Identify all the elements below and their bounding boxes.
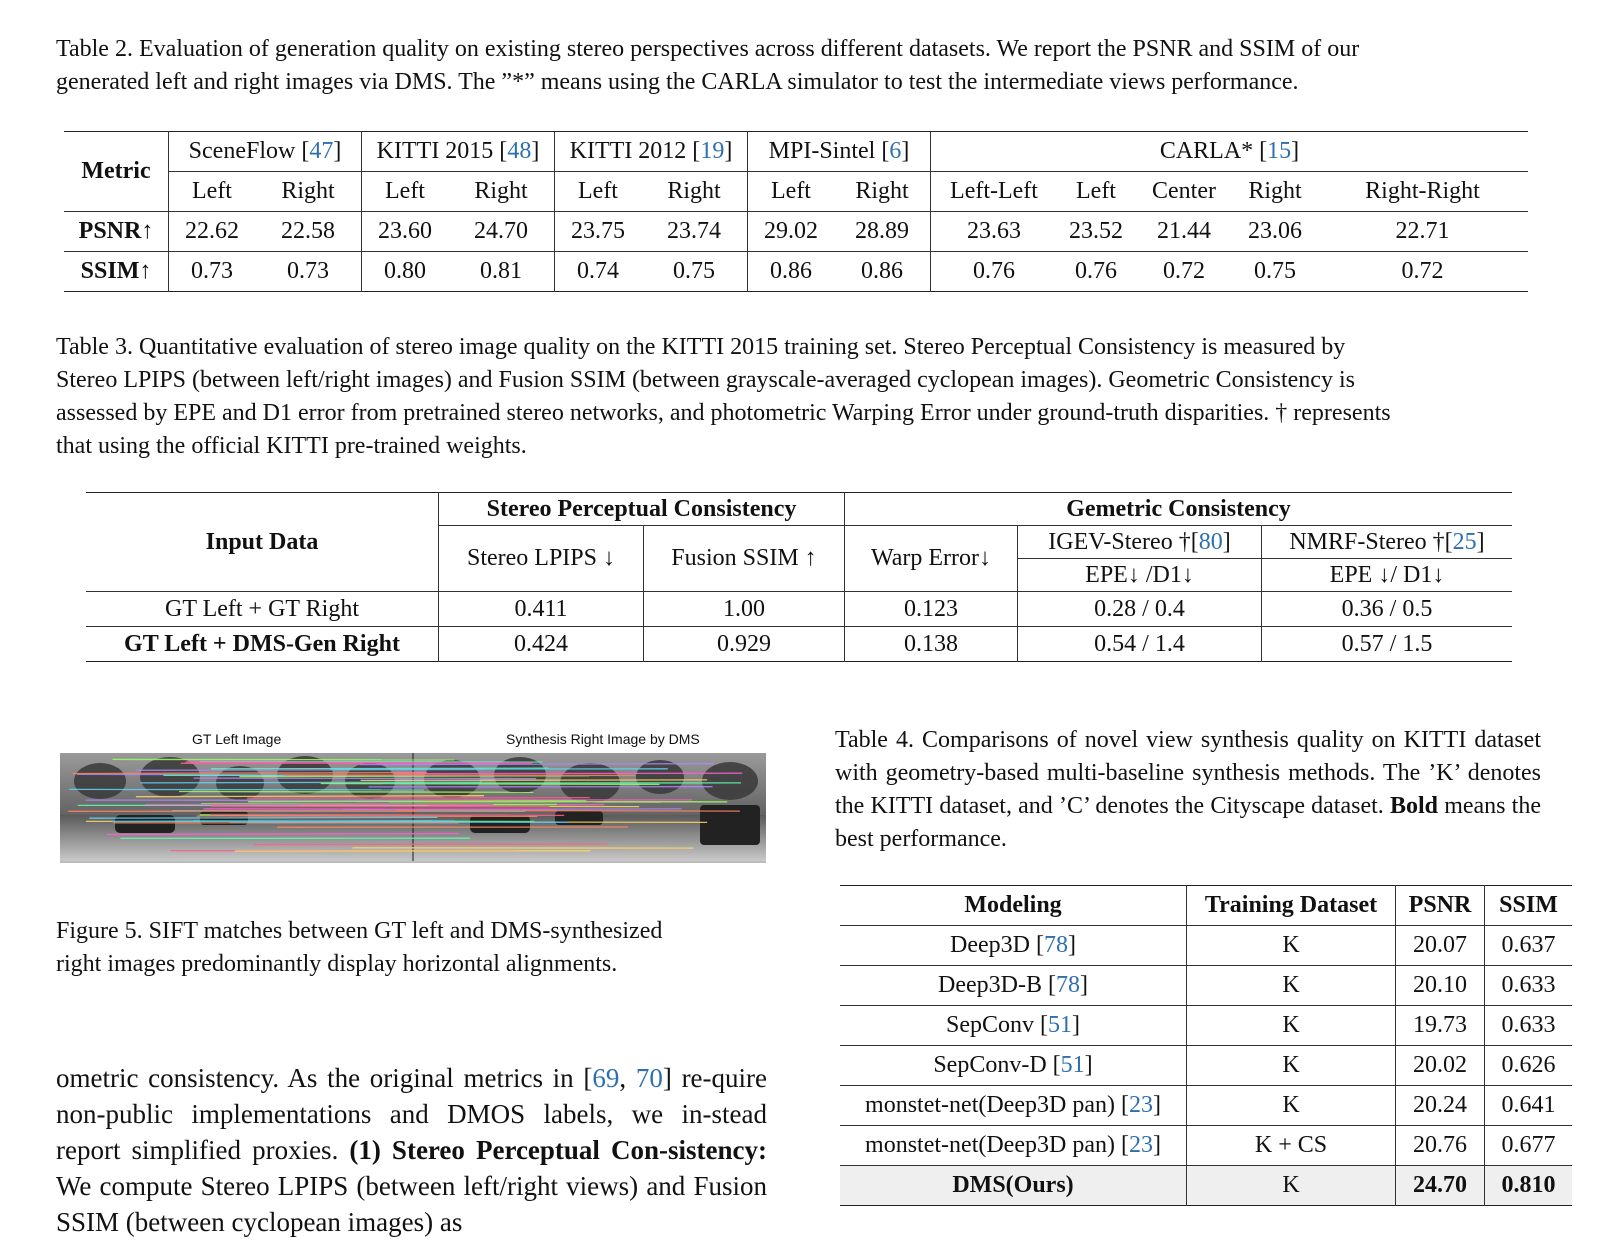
table2-subheader: Left <box>748 172 835 212</box>
table3-cell: 0.28 / 0.4 <box>1018 592 1262 627</box>
table3-col-lpips: Stereo LPIPS ↓ <box>439 526 644 592</box>
table2-row-label: SSIM↑ <box>64 252 169 292</box>
table4-cell: K <box>1187 1166 1396 1206</box>
table-row <box>840 1086 1572 1126</box>
table2-caption-line1: Table 2. Evaluation of generation quality on existing stereo perspectives across different datasets. We report the PSNR and SSIM of our <box>56 36 1359 62</box>
table4-model: Deep3D [78] <box>840 926 1187 966</box>
sift-match-line <box>89 817 437 818</box>
table2-cell: 23.74 <box>641 212 748 252</box>
table2-dataset-header: KITTI 2012 [19] <box>555 132 748 172</box>
sift-match-line <box>284 775 635 776</box>
table4-cell: 24.70 <box>1396 1166 1485 1206</box>
table2-cell: 22.62 <box>169 212 256 252</box>
table2-cell: 0.86 <box>748 252 835 292</box>
sift-match-line <box>247 798 590 799</box>
figure5-right-label: Synthesis Right Image by DMS <box>506 731 700 747</box>
table2-cell: 0.86 <box>834 252 931 292</box>
sift-matches-illustration <box>60 753 766 861</box>
table4-cell: K <box>1187 1086 1396 1126</box>
table3-cell: 0.123 <box>845 592 1018 627</box>
table-row <box>840 966 1572 1006</box>
table2-subheader: Right <box>255 172 362 212</box>
table3-caption <box>56 331 1506 463</box>
table-row <box>840 1006 1572 1046</box>
table4-cell: 0.633 <box>1485 1006 1573 1046</box>
table2-cell: 0.76 <box>931 252 1058 292</box>
table2-cell: 29.02 <box>748 212 835 252</box>
body-text-3: We compute Stereo LPIPS (between left/right views) and Fusion SSIM (between cyclopean images) as <box>56 1171 767 1237</box>
table3-cell: 0.411 <box>439 592 644 627</box>
table4-header-dataset: Training Dataset <box>1187 886 1396 926</box>
table2-cell: 21.44 <box>1135 212 1233 252</box>
sift-match-line <box>248 801 586 802</box>
table2-cell: 0.75 <box>641 252 748 292</box>
sift-match-line <box>395 773 742 774</box>
table3-col-warp: Warp Error↓ <box>845 526 1018 592</box>
table4-header-psnr: PSNR <box>1396 886 1485 926</box>
figure5-left-label: GT Left Image <box>192 731 281 747</box>
table3-cell: 0.57 / 1.5 <box>1262 627 1513 662</box>
table2 <box>64 131 1528 292</box>
table2-dataset-header: MPI-Sintel [6] <box>748 132 931 172</box>
table2-cell: 23.63 <box>931 212 1058 252</box>
table-row <box>840 1046 1572 1086</box>
table3-cell: 0.929 <box>644 627 845 662</box>
figure5-image <box>60 753 766 863</box>
table3-col-nmrf-sub: EPE ↓/ D1↓ <box>1262 559 1513 592</box>
table4-header-ssim: SSIM <box>1485 886 1573 926</box>
table4-header-modeling: Modeling <box>840 886 1187 926</box>
table-row <box>86 627 1512 662</box>
table2-cell: 0.76 <box>1057 252 1135 292</box>
table2-cell: 23.75 <box>555 212 642 252</box>
table4-model: Deep3D-B [78] <box>840 966 1187 1006</box>
table4-cell: K + CS <box>1187 1126 1396 1166</box>
table2-dataset-header: KITTI 2015 [48] <box>362 132 555 172</box>
table3-cell: 0.36 / 0.5 <box>1262 592 1513 627</box>
sift-match-line <box>194 778 536 779</box>
table-row <box>64 212 1528 252</box>
table-row <box>86 592 1512 627</box>
table3-cell: 1.00 <box>644 592 845 627</box>
table3 <box>86 492 1512 662</box>
table4-caption-bold: Bold <box>1390 793 1438 819</box>
table2-subheader: Right <box>641 172 748 212</box>
table2-cell: 0.81 <box>448 252 555 292</box>
table-row <box>840 1166 1572 1206</box>
table4-model: SepConv-D [51] <box>840 1046 1187 1086</box>
table4-cell: 20.76 <box>1396 1126 1485 1166</box>
table-row <box>840 926 1572 966</box>
table4-cell: K <box>1187 966 1396 1006</box>
table4-cell: K <box>1187 926 1396 966</box>
table2-cell: 23.60 <box>362 212 449 252</box>
sift-match-line <box>360 764 714 765</box>
table3-input-header: Input Data <box>86 493 439 592</box>
table4-model: monstet-net(Deep3D pan) [23] <box>840 1126 1187 1166</box>
body-text-1: ometric consistency. As the original metrics in [ <box>56 1063 592 1093</box>
table-row <box>840 1126 1572 1166</box>
table4 <box>840 885 1572 1206</box>
table4-cell: 20.02 <box>1396 1046 1485 1086</box>
table3-cell: 0.424 <box>439 627 644 662</box>
table4-cell: K <box>1187 1006 1396 1046</box>
table3-cell: 0.54 / 1.4 <box>1018 627 1262 662</box>
table3-group-perceptual: Stereo Perceptual Consistency <box>439 493 845 526</box>
sift-match-line <box>211 806 549 807</box>
table4-cell: 20.10 <box>1396 966 1485 1006</box>
citation-link[interactable]: 70 <box>636 1063 663 1093</box>
table-row <box>64 252 1528 292</box>
table2-dataset-header: CARLA* [15] <box>931 132 1529 172</box>
table2-cell: 22.58 <box>255 212 362 252</box>
sift-match-line <box>397 810 740 811</box>
table2-subheader: Right <box>1233 172 1317 212</box>
figure5-caption-line2: right images predominantly display horizontal alignments. <box>56 951 617 977</box>
sift-match-line <box>73 773 427 774</box>
sift-match-line <box>361 780 708 781</box>
sift-match-line <box>330 769 668 770</box>
table4-cell: 0.677 <box>1485 1126 1573 1166</box>
table3-row-label: GT Left + GT Right <box>86 592 439 627</box>
table2-cell: 24.70 <box>448 212 555 252</box>
figure5-caption-line1: Figure 5. SIFT matches between GT left and DMS-synthesized <box>56 918 662 944</box>
table2-subheader: Center <box>1135 172 1233 212</box>
table4-caption <box>835 724 1541 856</box>
table2-cell: 0.72 <box>1317 252 1528 292</box>
table2-cell: 28.89 <box>834 212 931 252</box>
body-sep: , <box>619 1063 635 1093</box>
table2-cell: 0.73 <box>169 252 256 292</box>
table2-subheader: Left <box>1057 172 1135 212</box>
table2-subheader: Left <box>555 172 642 212</box>
table2-cell: 23.06 <box>1233 212 1317 252</box>
table2-caption <box>56 33 1506 99</box>
body-text-2: ] re-quire non-public implementations and DMOS labels, we in-stead report simplified proxies. <box>56 1063 767 1165</box>
table3-caption-line4: that using the official KITTI pre-trained weights. <box>56 433 527 459</box>
table4-cell: 0.626 <box>1485 1046 1573 1086</box>
table2-dataset-header: SceneFlow [47] <box>169 132 362 172</box>
table4-cell: 0.810 <box>1485 1166 1573 1206</box>
table4-cell: 0.637 <box>1485 926 1573 966</box>
table2-metric-header: Metric <box>64 132 169 212</box>
table2-subheader: Right <box>448 172 555 212</box>
table4-cell: 19.73 <box>1396 1006 1485 1046</box>
table3-col-nmrf: NMRF-Stereo †[25] <box>1262 526 1513 559</box>
table3-col-igev-sub: EPE↓ /D1↓ <box>1018 559 1262 592</box>
table3-col-fusion: Fusion SSIM ↑ <box>644 526 845 592</box>
table2-subheader: Left <box>169 172 256 212</box>
table3-caption-line3: assessed by EPE and D1 error from pretrained stereo networks, and photometric Warping Error under ground-truth disparities. † represents <box>56 400 1391 426</box>
table2-row-label: PSNR↑ <box>64 212 169 252</box>
sift-match-line <box>253 844 607 845</box>
table2-cell: 0.74 <box>555 252 642 292</box>
table4-model: DMS(Ours) <box>840 1166 1187 1206</box>
citation-link[interactable]: 69 <box>592 1063 619 1093</box>
table2-cell: 22.71 <box>1317 212 1528 252</box>
table3-row-label: GT Left + DMS-Gen Right <box>86 627 439 662</box>
sift-match-line <box>112 821 455 822</box>
table2-subheader: Right <box>834 172 931 212</box>
sift-match-line <box>203 809 557 810</box>
table4-caption-text-end: means the best performance. <box>835 793 1541 852</box>
table4-cell: 20.24 <box>1396 1086 1485 1126</box>
table2-cell: 0.73 <box>255 252 362 292</box>
table3-col-igev: IGEV-Stereo †[80] <box>1018 526 1262 559</box>
table2-cell: 0.80 <box>362 252 449 292</box>
table4-model: SepConv [51] <box>840 1006 1187 1046</box>
table3-group-geometric: Gemetric Consistency <box>845 493 1513 526</box>
sift-match-line <box>179 792 533 793</box>
table4-cell: K <box>1187 1046 1396 1086</box>
figure5-caption <box>56 915 767 981</box>
table3-caption-line1: Table 3. Quantitative evaluation of stereo image quality on the KITTI 2015 training set. Stereo Perceptual Consistency is measured by <box>56 334 1345 360</box>
body-paragraph <box>56 1060 767 1240</box>
table3-cell: 0.138 <box>845 627 1018 662</box>
sift-match-line <box>69 789 424 790</box>
table4-model: monstet-net(Deep3D pan) [23] <box>840 1086 1187 1126</box>
table4-cell: 0.633 <box>1485 966 1573 1006</box>
table3-caption-line2: Stereo LPIPS (between left/right images) and Fusion SSIM (between grayscale-averaged cyclopean images). Geometric Consistency is <box>56 367 1355 393</box>
table2-cell: 0.75 <box>1233 252 1317 292</box>
table2-cell: 0.72 <box>1135 252 1233 292</box>
table2-caption-line2: generated left and right images via DMS. The ”*” means using the CARLA simulator to test the intermediate views performance. <box>56 69 1299 95</box>
table4-caption-text: Table 4. Comparisons of novel view synthesis quality on KITTI dataset with geometry-based multi-baseline synthesis methods. The ’K’ denotes the KITTI dataset, and ’C’ denotes the Cityscape dataset. <box>835 727 1541 819</box>
body-bold-heading: (1) Stereo Perceptual Con-sistency: <box>349 1135 767 1165</box>
table4-cell: 20.07 <box>1396 926 1485 966</box>
table2-subheader: Right-Right <box>1317 172 1528 212</box>
table2-cell: 23.52 <box>1057 212 1135 252</box>
table2-subheader: Left-Left <box>931 172 1058 212</box>
table2-subheader: Left <box>362 172 449 212</box>
table4-cell: 0.641 <box>1485 1086 1573 1126</box>
